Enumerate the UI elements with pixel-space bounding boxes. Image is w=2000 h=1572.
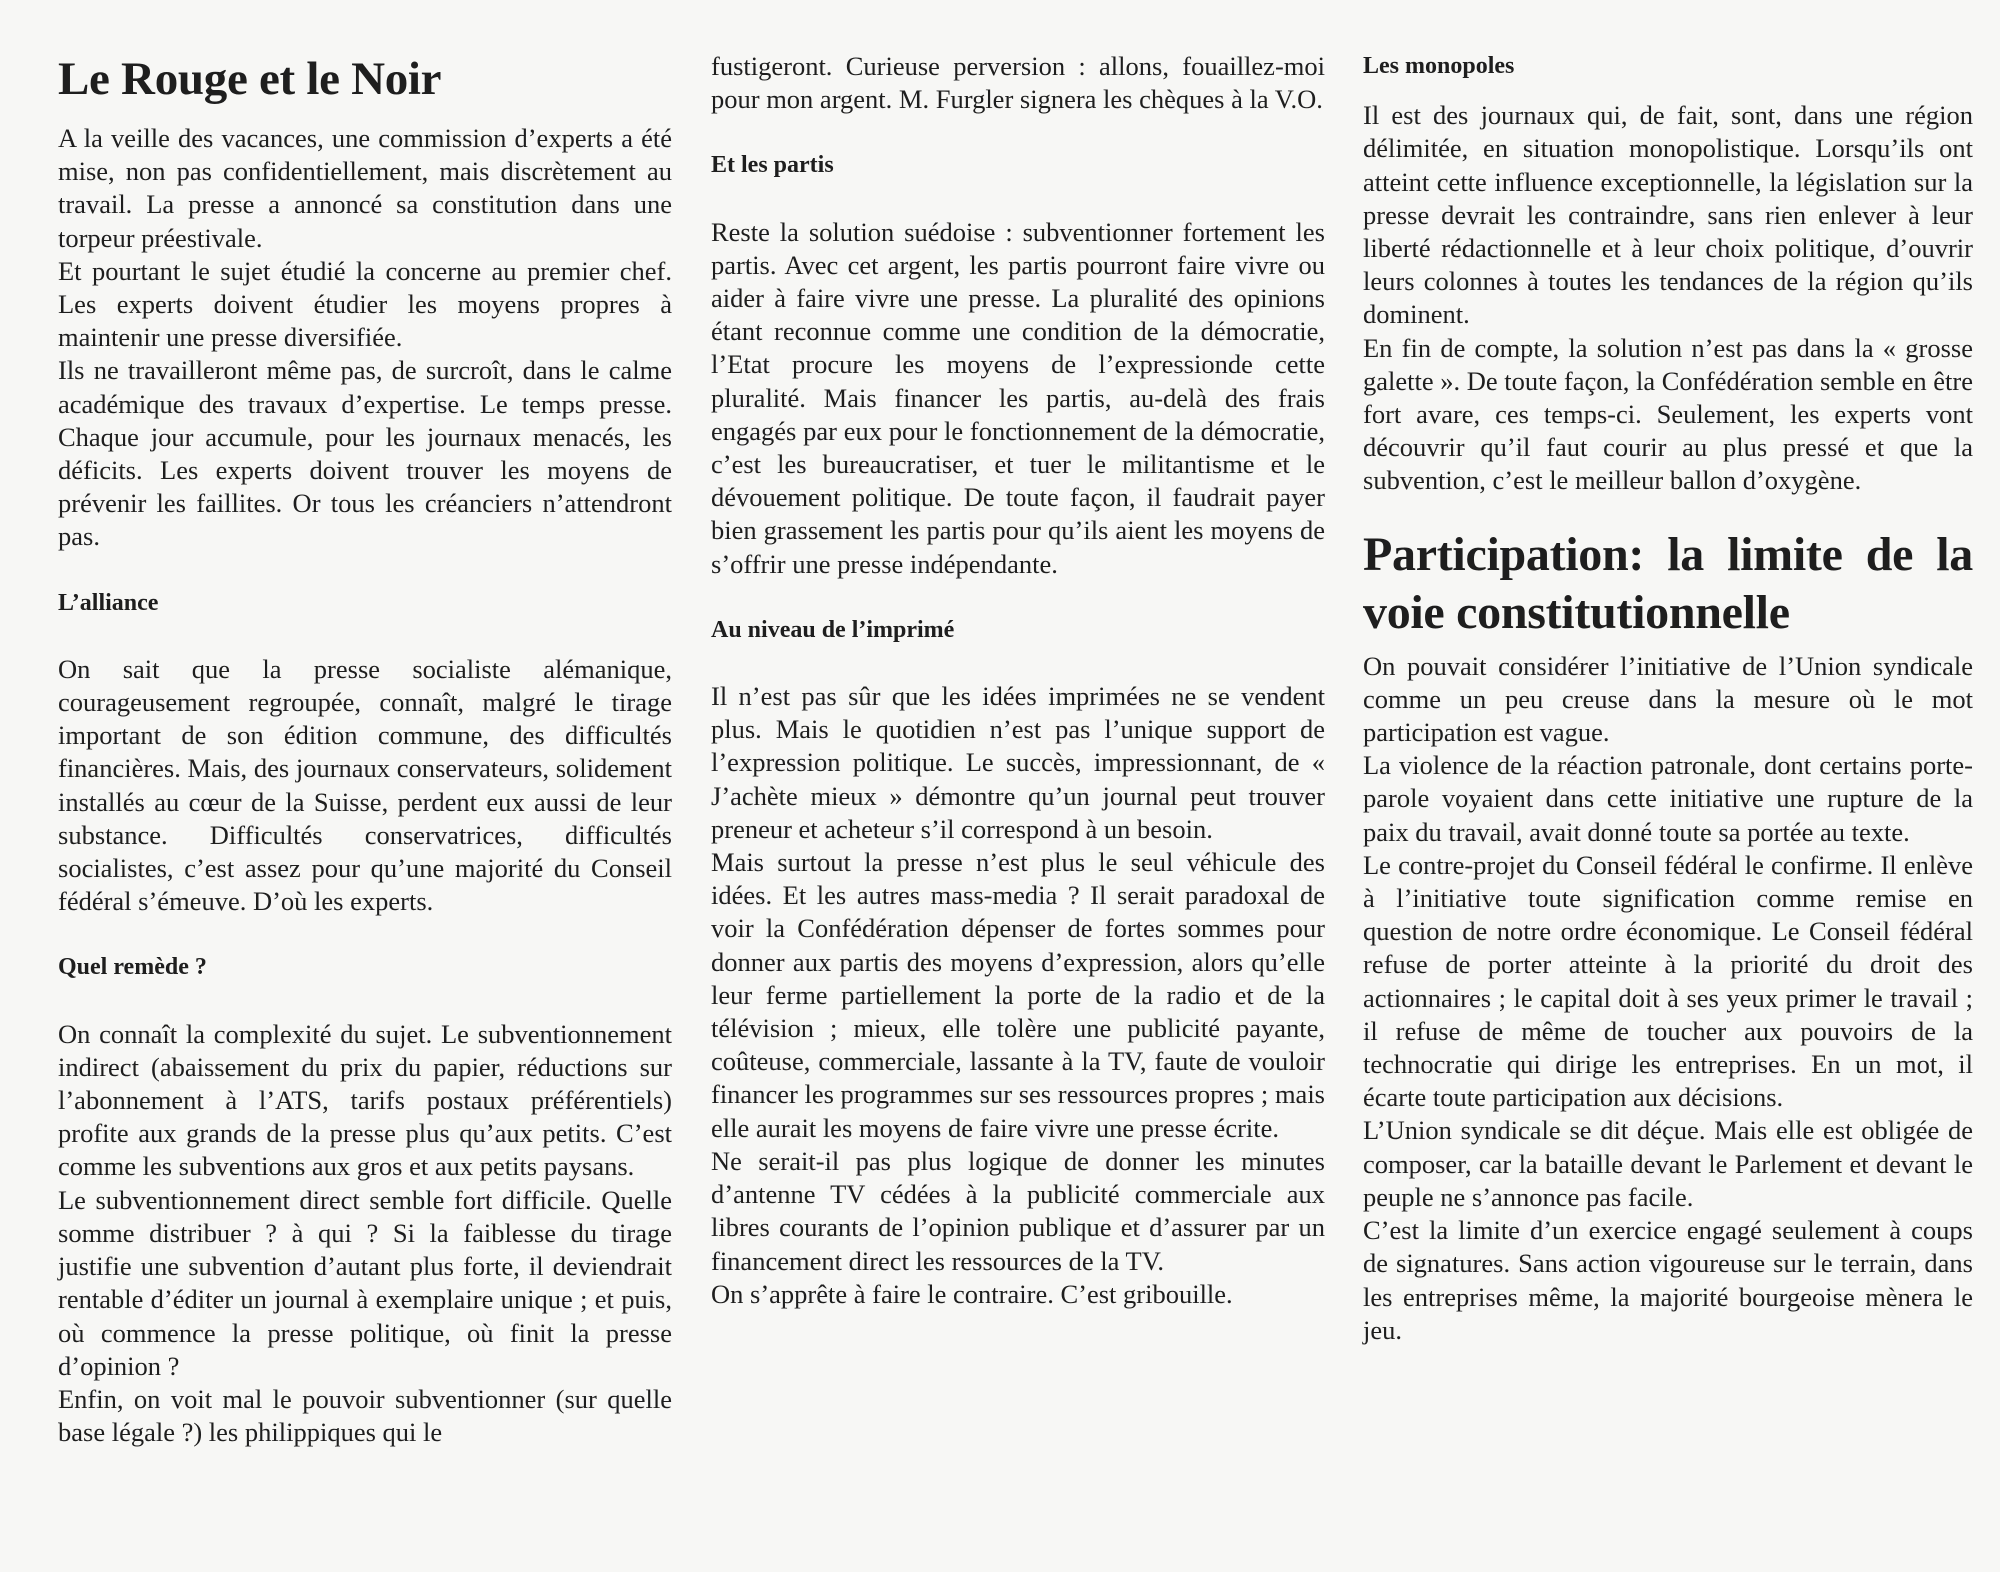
paragraph: Il n’est pas sûr que les idées imprimées ne se vendent plus. Mais le quotidien n’est pas l’unique support de l’expression politique. Le succès, impressionnant, de « J’achète mieux » démontre qu’un journal peut trouver preneur et acheteur s’il correspond à un besoin. <box>711 681 1325 844</box>
column-1 <box>58 50 672 1449</box>
section-heading: L’alliance <box>58 589 159 616</box>
paragraph: Enfin, on voit mal le pouvoir subventionner (sur quelle base légale ?) les philippiques qui le <box>58 1383 672 1448</box>
paragraph: On connaît la complexité du sujet. Le subventionnement indirect (abaissement du prix du papier, réductions sur l’abonnement à l’ATS, tarifs postaux préférentiels) profite aux grands de la presse plus qu’aux petits. C’est comme les subventions aux gros et aux petits paysans. <box>58 1018 672 1182</box>
section-heading: Les monopoles <box>1363 53 1515 79</box>
paragraph: A la veille des vacances, une commission d’experts a été mise, non pas confidentiellement, mais discrètement au travail. La presse a annoncé sa constitution dans une torpeur préestivale. <box>58 123 672 253</box>
paragraph: L’Union syndicale se dit déçue. Mais elle est obligée de composer, car la bataille devant le Parlement et devant le peuple ne s’annonce pas facile. <box>1363 1115 1973 1212</box>
paragraph: fustigeront. Curieuse perversion : allons, fouaillez-moi pour mon argent. M. Furgler signera les chèques à la V.O. <box>711 51 1325 115</box>
paragraph: On sait que la presse socialiste alémanique, courageusement regroupée, connaît, malgré le tirage important de son édition commune, des difficultés financières. Mais, des journaux conservateurs, solidement installés au cœur de la Suisse, perdent eux aussi de leur substance. Difficultés conservatrices, difficultés socialistes, c’est assez pour qu’une majorité du Conseil fédéral s’émeuve. D’où les experts. <box>58 653 672 917</box>
column-2 <box>711 50 1325 1311</box>
article-title: Participation: la limite de la voie constitutionnelle <box>1363 527 1973 639</box>
paragraph: Le subventionnement direct semble fort difficile. Quelle somme distribuer ? à qui ? Si la faiblesse du tirage justifie une subvention d’autant plus forte, il deviendrait rentable d’éditer un journal à exemplaire unique ; et puis, où commence la presse politique, où finit la presse d’opinion ? <box>58 1184 672 1381</box>
paragraph: Mais surtout la presse n’est plus le seul véhicule des idées. Et les autres mass-media ? Il serait paradoxal de voir la Confédération dépenser de fortes sommes pour donner aux partis des moyens d’expression, alors qu’elle leur ferme partiellement la porte de la radio et de la télévision ; mieux, elle tolère une publicité payante, coûteuse, commerciale, lassante à la TV, faute de vouloir financer les programmes sur ses ressources propres ; mais elle aurait les moyens de faire vivre une presse écrite. <box>711 847 1325 1143</box>
section-heading: Au niveau de l’imprimé <box>711 616 955 643</box>
paragraph: On pouvait considérer l’initiative de l’Union syndicale comme un peu creuse dans la mesure où le mot participation est vague. <box>1363 650 1973 748</box>
paragraph: Il est des journaux qui, de fait, sont, dans une région délimitée, en situation monopolistique. Lorsqu’ils ont atteint cette influence exceptionnelle, la législation sur la presse devrait les contraindre, sans rien enlever à leur liberté rédactionnelle et à leur choix politique, d’ouvrir leurs colonnes à toutes les tendances de la région qu’ils dominent. <box>1363 100 1973 330</box>
paragraph: En fin de compte, la solution n’est pas dans la « grosse galette ». De toute façon, la Confédération semble en être fort avare, ces temps-ci. Seulement, les experts vont découvrir qu’il faut courir au plus pressé et que la subvention, c’est le meilleur ballon d’oxygène. <box>1363 332 1973 496</box>
paragraph: C’est la limite d’un exercice engagé seulement à coups de signatures. Sans action vigoureuse sur le terrain, dans les entreprises même, la majorité bourgeoise mènera le jeu. <box>1363 1215 1973 1345</box>
paragraph: Et pourtant le sujet étudié la concerne au premier chef. Les experts doivent étudier les moyens propres à maintenir une presse diversifiée. <box>58 255 672 353</box>
paragraph: Reste la solution suédoise : subventionner fortement les partis. Avec cet argent, les partis pourront faire vivre ou aider à faire vivre une presse. La pluralité des opinions étant reconnue comme une condition de la démocratie, l’Etat procure les moyens de l’expressionde cette pluralité. Mais financer les partis, au-delà des frais engagés par eux pour le fonctionnement de la démocratie, c’est les bureaucratiser, et tuer le militantisme et le dévouement politique. De toute façon, il faudrait payer bien grassement les partis pour qu’ils aient les moyens de s’offrir une presse indépendante. <box>711 216 1325 579</box>
paragraph: Ne serait-il pas plus logique de donner les minutes d’antenne TV cédées à la publicité commerciale aux libres courants de l’opinion publique et d’assurer par un financement direct les ressources de la TV. <box>711 1145 1325 1276</box>
column-3 <box>1363 50 1973 1347</box>
paragraph: Le contre-projet du Conseil fédéral le confirme. Il enlève à l’initiative toute signification comme remise en question de notre ordre économique. Le Conseil fédéral refuse de porter atteinte à la priorité du droit des actionnaires ; le capital doit à ses yeux primer le travail ; il refuse de même de toucher aux pouvoirs de la technocratie qui dirige les entreprises. En un mot, il écarte toute participation aux décisions. <box>1363 849 1973 1113</box>
section-heading: Quel remède ? <box>58 954 207 981</box>
article-title: Le Rouge et le Noir <box>58 53 442 105</box>
paragraph: On s’apprête à faire le contraire. C’est gribouille. <box>711 1278 1233 1309</box>
paragraph: Ils ne travailleront même pas, de surcroît, dans le calme académique des travaux d’expertise. Le temps presse. Chaque jour accumule, pour les journaux menacés, les déficits. Les experts doivent trouver les moyens de prévenir les faillites. Or tous les créanciers n’attendront pas. <box>58 355 672 552</box>
paragraph: La violence de la réaction patronale, dont certains porte-parole voyaient dans cette initiative une rupture de la paix du travail, avait donné toute sa portée au texte. <box>1363 750 1973 847</box>
section-heading: Et les partis <box>711 152 834 179</box>
